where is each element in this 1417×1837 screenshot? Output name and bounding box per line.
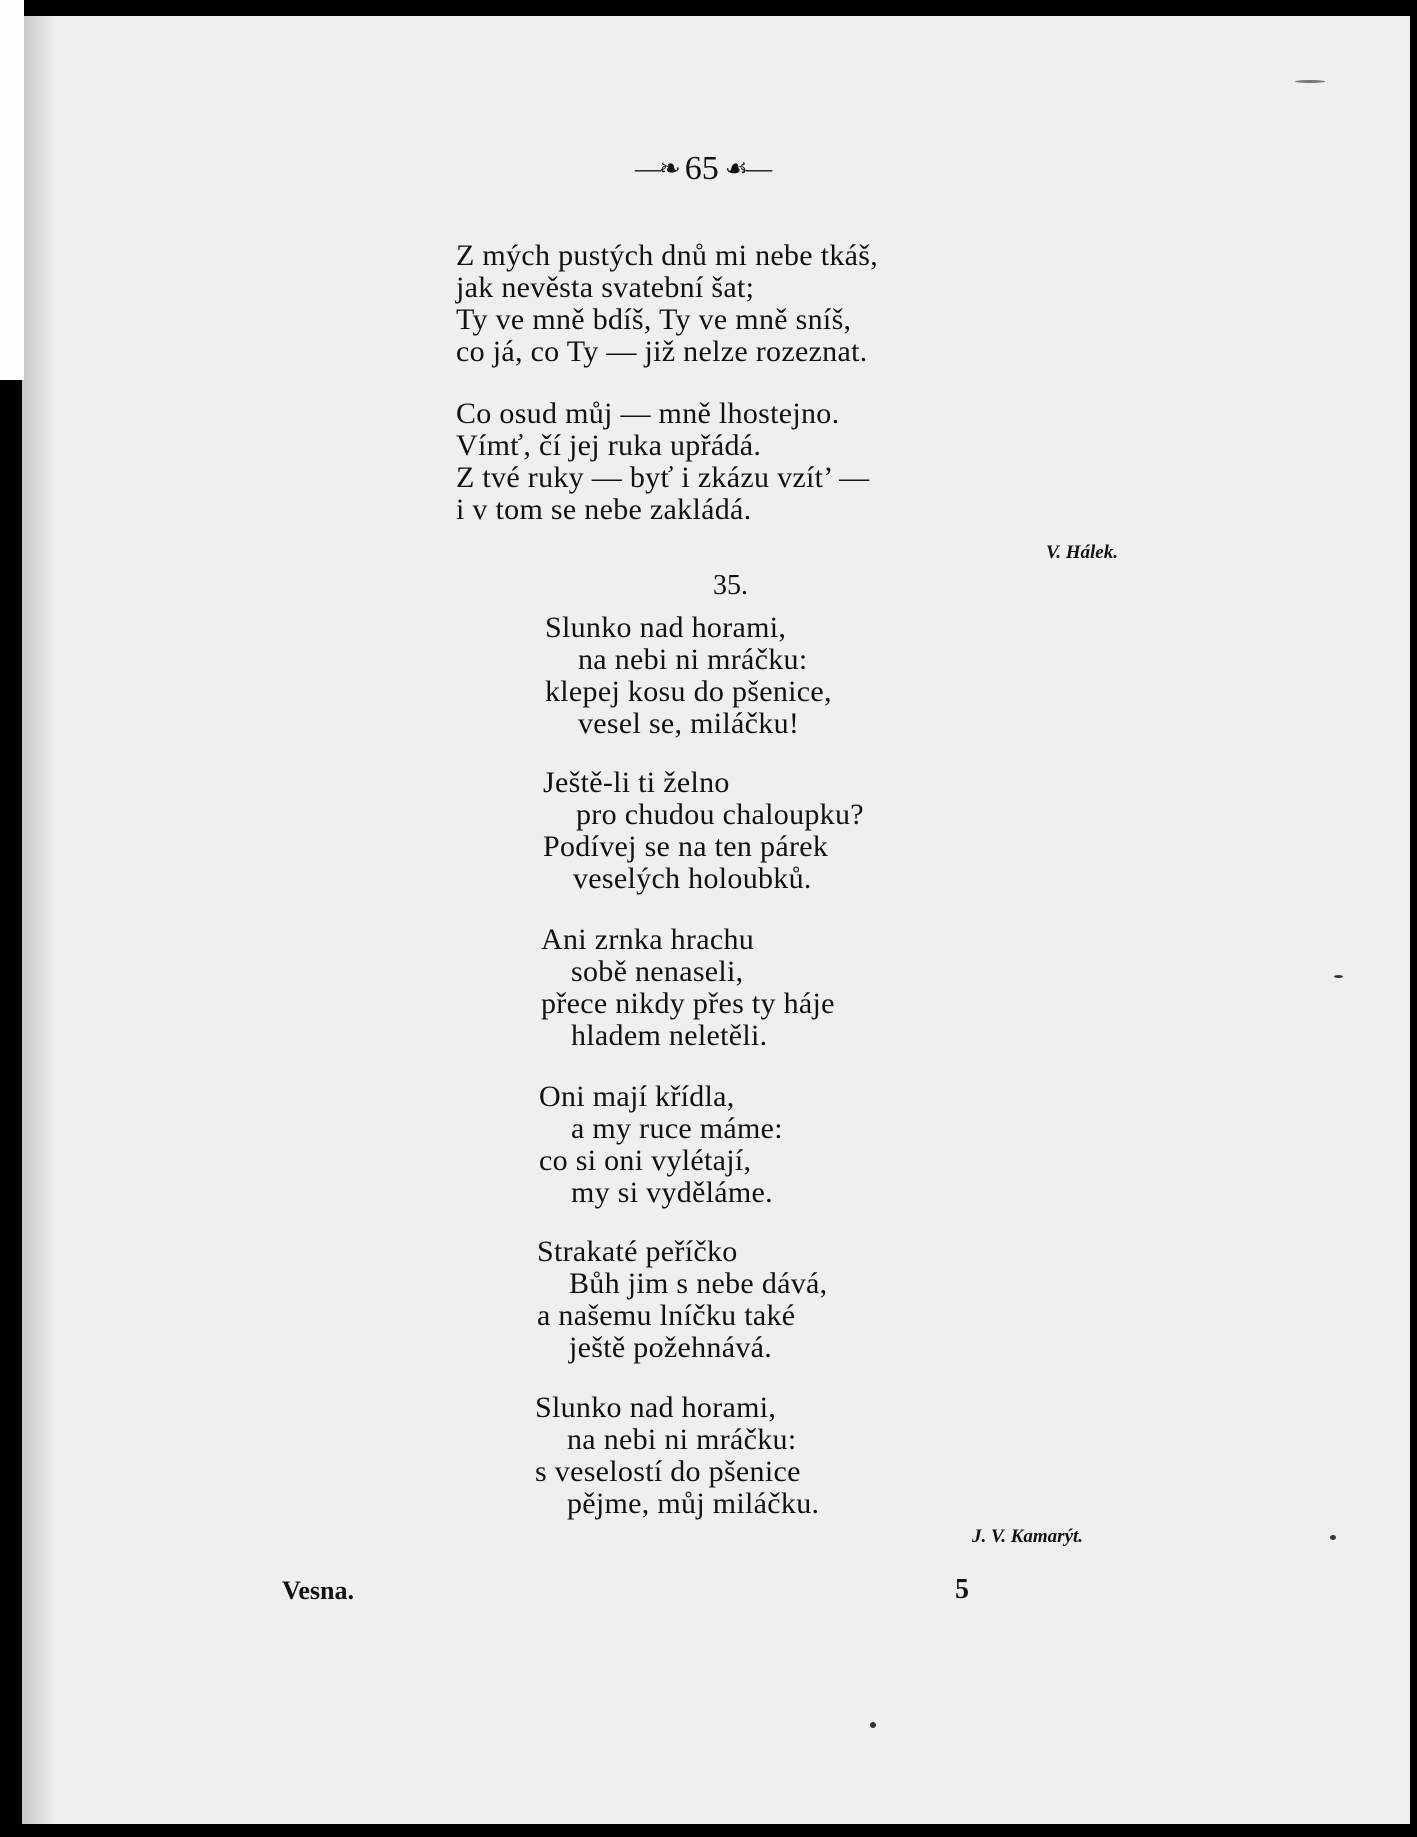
verse-line: na nebi ni mráčku: [578, 643, 808, 676]
ornament-right: ☙— [724, 154, 771, 183]
verse-line: Slunko nad horami, [545, 611, 787, 644]
scan-speck [1330, 1535, 1336, 1540]
verse-line: co já, co Ty — již nelze rozeznat. [456, 335, 868, 368]
verse-line: Ty ve mně bdíš, Ty ve mně sníš, [456, 303, 852, 336]
scan-speck [870, 1722, 876, 1728]
verse-line: veselých holoubků. [573, 862, 812, 895]
verse-line: přece nikdy přes ty háje [541, 987, 835, 1020]
verse-line: Co osud můj — mně lhostejno. [456, 397, 840, 430]
verse-line: Podívej se na ten párek [543, 830, 829, 863]
verse-line: Z tvé ruky — byť i zkázu vzít’ — [456, 461, 870, 494]
verse-line: sobě nenaseli, [571, 955, 744, 988]
scan-speck [1295, 80, 1325, 83]
verse-line: na nebi ni mráčku: [567, 1423, 797, 1456]
author-signature-a: V. Hálek. [1046, 542, 1118, 563]
verse-line: Z mých pustých dnů mi nebe tkáš, [456, 239, 879, 272]
verse-line: Oni mají křídla, [539, 1080, 735, 1113]
verse-line: Ani zrnka hrachu [541, 923, 755, 956]
verse-line: jak nevěsta svatební šat; [456, 271, 755, 304]
verse-line: my si vyděláme. [571, 1176, 773, 1209]
verse-line: vesel se, miláčku! [578, 707, 800, 740]
verse-line: co si oni vylétají, [539, 1144, 752, 1177]
page-gutter-shadow [22, 16, 56, 1824]
verse-line: a my ruce máme: [571, 1112, 783, 1145]
verse-line: pějme, můj miláčku. [567, 1487, 820, 1520]
poem-b-stanza-2 [543, 767, 864, 895]
ornament-left: —❧ [635, 154, 679, 183]
verse-line: Strakaté peříčko [537, 1235, 738, 1268]
poem-a-stanza-1 [456, 240, 878, 368]
signature-number: 5 [955, 1574, 969, 1605]
verse-line: Bůh jim s nebe dává, [569, 1267, 828, 1300]
poem-b-stanza-1 [545, 612, 832, 740]
verse-line: s veselostí do pšenice [535, 1455, 801, 1488]
verse-line: Ještě-li ti želno [543, 766, 730, 799]
author-signature-b: J. V. Kamarýt. [972, 1526, 1084, 1547]
poem-a-stanza-2 [456, 398, 869, 526]
scan-speck [1334, 975, 1343, 978]
page-number: 65 [684, 150, 719, 187]
poem-b-stanza-3 [541, 924, 835, 1052]
poem-number: 35. [713, 570, 748, 601]
verse-line: i v tom se nebe zakládá. [456, 493, 752, 526]
verse-line: klepej kosu do pšenice, [545, 675, 832, 708]
verse-line: Vímť, čí jej ruka upřádá. [456, 429, 762, 462]
page-header [635, 150, 770, 188]
poem-b-stanza-4 [539, 1081, 783, 1209]
verse-line: Slunko nad horami, [535, 1391, 777, 1424]
signature-mark: Vesna. [282, 1576, 355, 1605]
scan-edge-strip [0, 0, 24, 380]
verse-line: a našemu lníčku také [537, 1299, 796, 1332]
verse-line: ještě požehnává. [569, 1331, 773, 1364]
verse-line: hladem neletěli. [571, 1019, 768, 1052]
poem-b-stanza-6 [535, 1392, 819, 1520]
verse-line: pro chudou chaloupku? [576, 798, 864, 831]
poem-b-stanza-5 [537, 1236, 827, 1364]
